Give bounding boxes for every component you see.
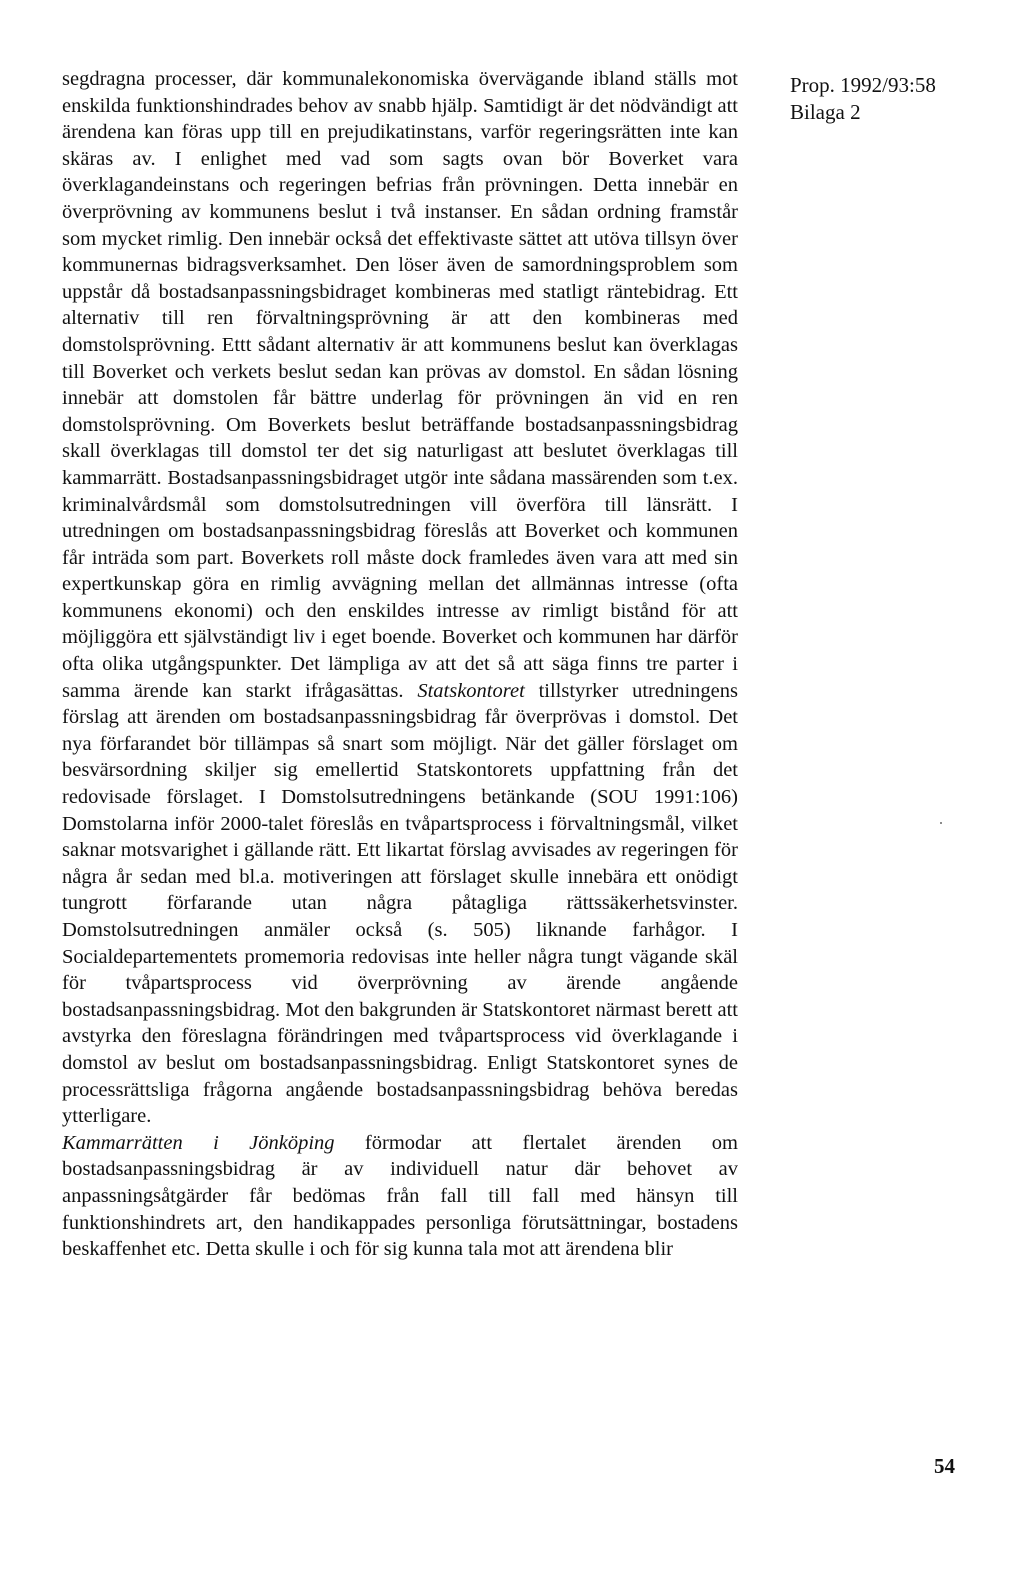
statskontoret-italic: Statskontoret [417,679,525,702]
page-number: 54 [934,1454,955,1478]
paragraph-1-part-1: segdragna processer, där kommunalekonomiska övervägande ibland ställs mot enskilda funktionshindrades behov av snabb hjälp. Samtidigt är det nödvändigt att ärendena kan föras upp till en prejudikatinstans, varför regeringsrätten inte kan skäras av. I enlighet med vad som sagts ovan bör Boverket vara överklagandeinstans och regeringen befrias från prövningen. Detta innebär en överprövning av kommunens beslut i två instanser. En sådan ordning framstår som mycket rimlig. Den innebär också det effektivaste sättet att utöva tillsyn över kommunernas bidragsverksamhet. Den löser även de samordningsproblem som uppstår då bostadsanpassningsbidraget kombineras med statligt räntebidrag. Ett alternativ till ren förvaltningsprövning är att den kombineras med domstolsprövning. Ettt sådant alternativ är att kommunens beslut kan överklagas till Boverket och verkets beslut sedan kan prövas av domstol. En sådan lösning innebär att domstolen får bättre underlag för prövningen än vid en ren domstolsprövning. Om Boverkets beslut beträffande bostadsanpassningsbidrag skall överklagas till domstol ter det sig naturligast att beslutet överklagas till kammarrätt. Bostadsanpassningsbidraget utgör inte sådana massärenden som t.ex. kriminalvårdsmål som domstolsutredningen vill överföra till länsrätt. I utredningen om bostadsanpassningsbidrag föreslås att Boverket och kommunen får inträda som part. Boverkets roll måste dock framledes även vara att med sin expertkunskap göra en rimlig avvägning mellan det allmännas intresse (ofta kommunens ekonomi) och den enskildes intresse av rimligt bistånd för att möjliggöra ett självständigt liv i eget boende. Boverket och kommunen har därför ofta olika utgångspunkter. Det lämpliga av att det så att säga finns tre parter i samma ärende kan starkt ifrågasättas. [62,68,738,702]
paragraph-1-part-2: tillstyrker utredningens förslag att ärenden om bostadsanpassningsbidrag får överprövas i domstol. Det nya förfarandet bör tillämpas så snart som möjligt. När det gäller förslaget om besvärsordning skiljer sig emellertid Statskontorets uppfattning från det redovisade förslaget. I Domstolsutredningens betänkande (SOU 1991:106) Domstolarna inför 2000-talet föreslås en tvåpartsprocess i förvaltningsmål, vilket saknar motsvarighet i gällande rätt. Ett likartat förslag avvisades av regeringen för några år sedan med bl.a. motiveringen att förslaget skulle innebära ett onödigt tungrott förfarande utan några påtagliga rättssäkerhetsvinster. Domstolsutredningen anmäler också (s. 505) liknande farhågor. I Socialdepartementets promemoria redovisas inte heller några tungt vägande skäl för tvåpartsprocess vid överprövning av ärende angående bostadsanpassningsbidrag. Mot den bakgrunden är Statskontoret närmast berett att avstyrka den föreslagna förändringen med tvåpartsprocess vid överklagande i domstol av beslut om bostadsanpassningsbidrag. Enligt Statskontoret synes de processrättsliga frågorna angående bostadsanpassningsbidrag behöva beredas ytterligare. [62,679,738,1128]
scan-speck [940,822,942,824]
paragraph-2 [62,1130,738,1263]
body-text [62,66,738,1263]
margin-note [790,72,936,126]
kammarratten-italic: Kammarrätten i Jönköping [62,1131,335,1154]
paragraph-1 [62,66,738,1130]
paragraph-2-part-1: förmodar att flertalet ärenden om bostadsanpassningsbidrag är av individuell natur där behovet av anpassningsåtgärder får bedömas från fall till fall med hänsyn till funktionshindrets art, den handikappades personliga förutsättningar, bostadens beskaffenhet etc. Detta skulle i och för sig kunna tala mot att ärendena blir [62,1131,738,1261]
margin-note-bilaga: Bilaga 2 [790,100,861,124]
margin-note-prop: Prop. 1992/93:58 [790,73,936,97]
